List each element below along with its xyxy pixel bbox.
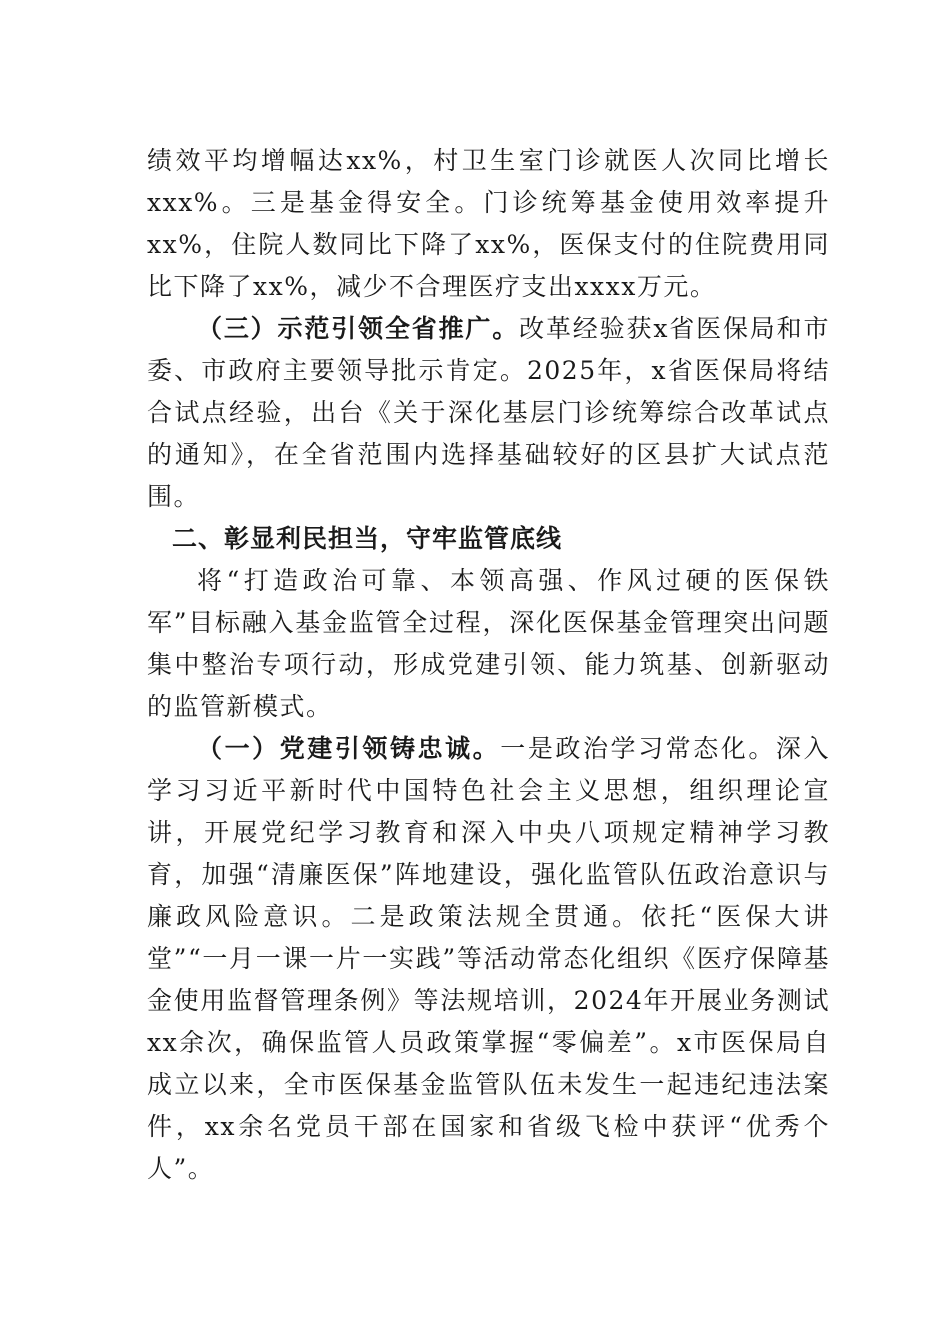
section-heading: 二、彰显利民担当，守牢监管底线 bbox=[172, 524, 563, 553]
subsection-title: （一）党建引领铸忠诚。 bbox=[197, 734, 501, 763]
paragraph-text: 改革经验获x省医保局和市委、市政府主要领导批示肯定。2025年，x省医保局将结合试点经验，出台《关于深化基层门诊统筹综合改革试点的通知》，在全省范围内选择基础较好的区县扩大试点范围。 bbox=[147, 314, 830, 511]
subsection-title: （三）示范引领全省推广。 bbox=[197, 314, 520, 343]
paragraph-text: 一是政治学习常态化。深入学习习近平新时代中国特色社会主义思想，组织理论宣讲，开展党纪学习教育和深入中央八项规定精神学习教育，加强“清廉医保”阵地建设，强化监管队伍政治意识与廉政风险意识。二是政策法规全贯通。依托“医保大讲堂”“一月一课一片一实践”等活动常态化组织《医疗保障基金使用监督管理条例》等法规培训，2024年开展业务测试xx余次，确保监管人员政策掌握“零偏差”。x市医保局自成立以来，全市医保基金监管队伍未发生一起违纪违法案件，xx余名党员干部在国家和省级飞检中获评“优秀个人”。 bbox=[147, 734, 830, 1183]
paragraph-continuation bbox=[147, 140, 830, 308]
paragraph-section-3 bbox=[147, 308, 830, 518]
paragraph-intro bbox=[147, 560, 830, 728]
paragraph-text: 将“打造政治可靠、本领高强、作风过硬的医保铁军”目标融入基金监管全过程，深化医保基金管理突出问题集中整治专项行动，形成党建引领、能力筑基、创新驱动的监管新模式。 bbox=[147, 566, 830, 721]
document-body bbox=[147, 140, 830, 1190]
paragraph-section-1 bbox=[147, 728, 830, 1190]
paragraph-text: 绩效平均增幅达xx%，村卫生室门诊就医人次同比增长xxx%。三是基金得安全。门诊统筹基金使用效率提升xx%，住院人数同比下降了xx%，医保支付的住院费用同比下降了xx%，减少不合理医疗支出xxxx万元。 bbox=[147, 146, 830, 301]
